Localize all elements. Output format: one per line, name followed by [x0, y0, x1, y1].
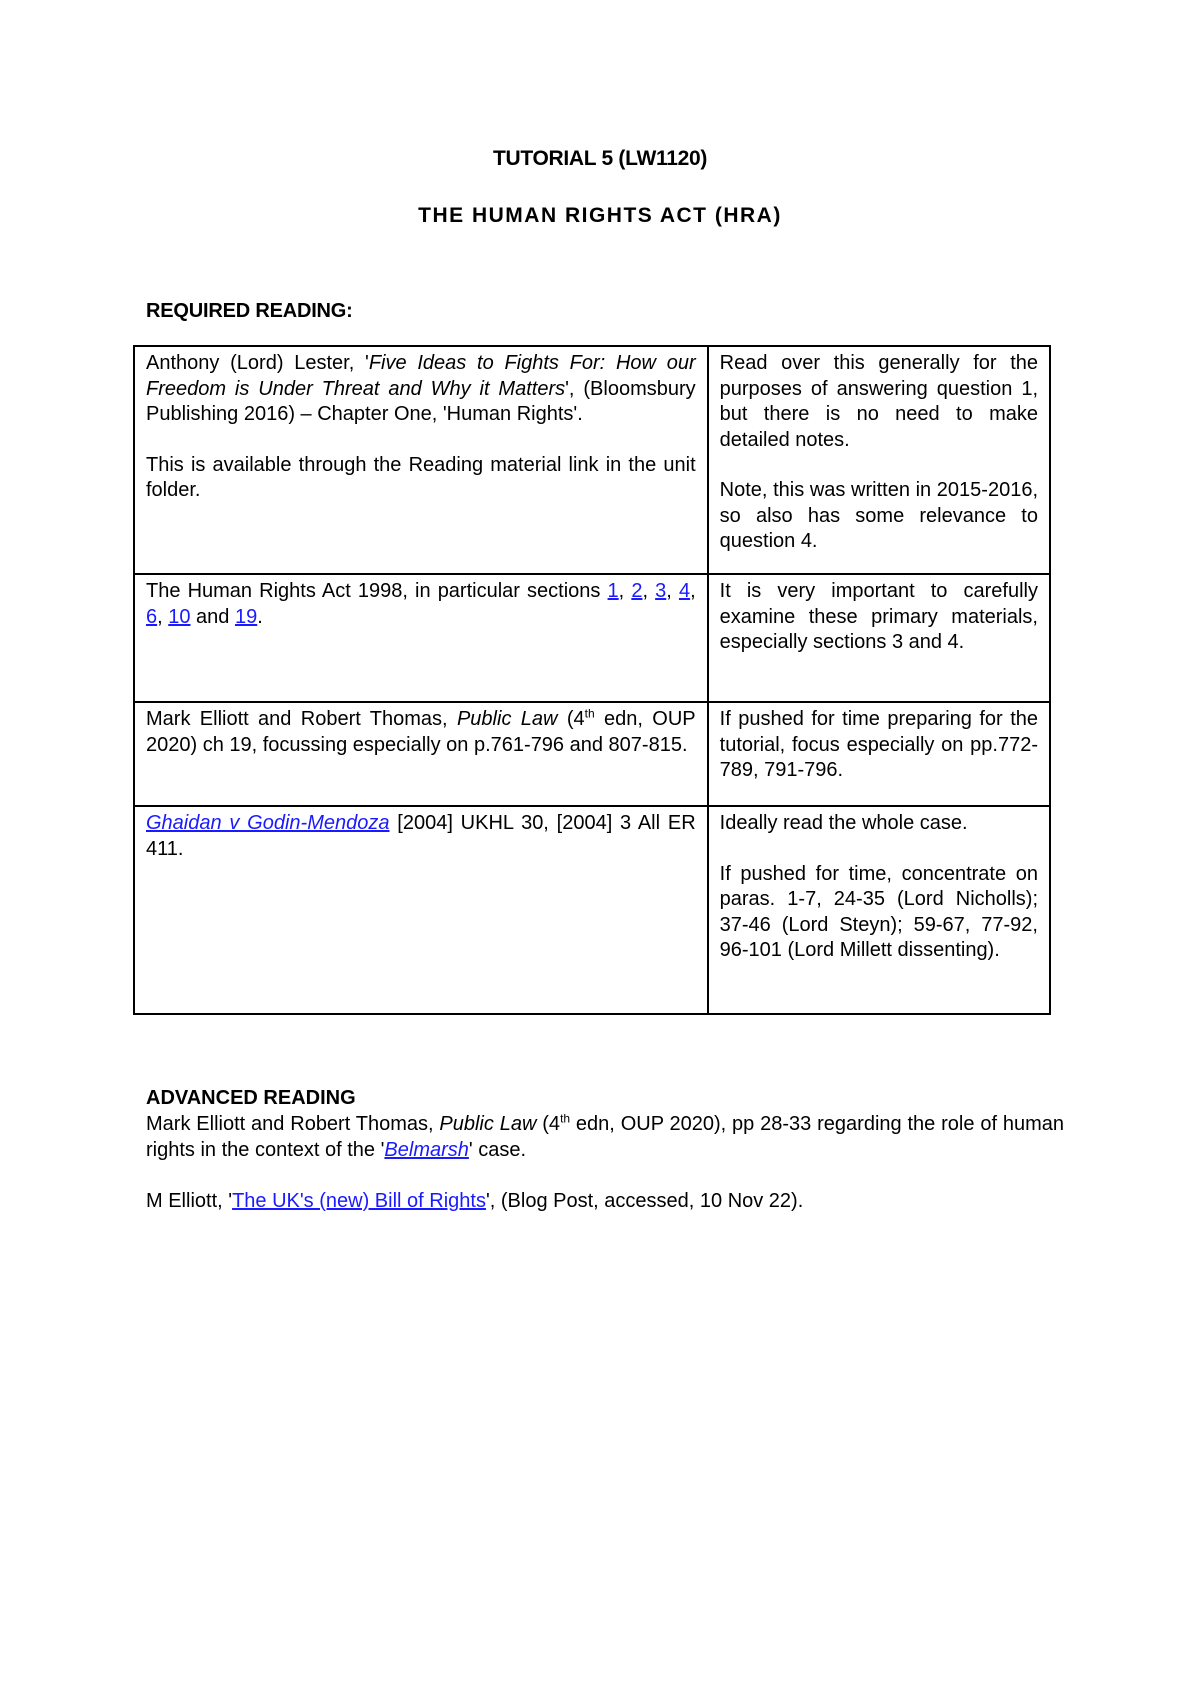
reading-guidance: Read over this generally for the purposes of answering question 1, but there is no need to make detailed notes.	[719, 352, 1038, 451]
section-3-link[interactable]: 3	[655, 580, 667, 602]
advanced-citation	[146, 1111, 1064, 1163]
required-reading-table	[133, 345, 1051, 1015]
table-cell	[134, 806, 708, 1014]
belmarsh-link[interactable]	[384, 1139, 468, 1161]
separator: .	[257, 605, 263, 628]
table-cell	[708, 346, 1050, 574]
document-title: TUTORIAL 5 (LW1120)	[492, 147, 708, 170]
case-link[interactable]	[146, 812, 390, 834]
separator: ,	[157, 605, 169, 628]
section-4-link[interactable]: 4	[678, 580, 691, 602]
table-cell	[134, 702, 708, 806]
section-6-link[interactable]: 6	[146, 605, 158, 628]
citation-text: Anthony (Lord) Lester, '	[146, 352, 369, 374]
reading-guidance: Note, this was written in 2015-2016, so also has some relevance to question 4.	[719, 479, 1038, 552]
advanced-reading-heading: ADVANCED READING	[146, 1087, 356, 1109]
table-cell	[708, 574, 1050, 702]
separator: ,	[618, 580, 632, 602]
book-title: Public Law	[456, 708, 558, 730]
book-title: Five Ideas to Fights For: How our Freedom is Under Threat and Why it Matters	[146, 352, 696, 400]
separator: ,	[666, 580, 679, 602]
citation-text: Mark Elliott and Robert Thomas,	[146, 708, 457, 730]
advanced-citation	[146, 1188, 1064, 1214]
table-cell	[708, 702, 1050, 806]
section-10-link[interactable]: 10	[168, 605, 191, 628]
section-19-link[interactable]: 19	[234, 605, 258, 628]
citation-text: (4	[536, 1113, 561, 1135]
section-1-link[interactable]: 1	[607, 580, 619, 602]
advanced-reading-section	[146, 1085, 1064, 1214]
table-row	[134, 346, 1050, 574]
citation-text: ', (Bloomsbury Publishing 2016) – Chapter One, 'Human Rights'.	[146, 377, 696, 425]
table-cell	[134, 346, 708, 574]
table-row	[134, 574, 1050, 702]
book-title: Public Law	[439, 1113, 537, 1135]
citation-text: [2004] UKHL 30, [2004] 3 All ER 411.	[146, 812, 696, 860]
citation-text: edn, OUP 2020) ch 19, focussing especially on p.761-796 and 807-815.	[146, 708, 696, 756]
reading-guidance: If pushed for time, concentrate on paras. 1-7, 24-35 (Lord Nicholls); 37-46 (Lord Steyn); 59-67, 77-92, 96-101 (Lord Millett dissenting).	[719, 862, 1038, 961]
table-row	[134, 702, 1050, 806]
case-name: Belmarsh	[384, 1139, 469, 1161]
citation-text: The Human Rights Act 1998, in particular sections	[146, 580, 608, 602]
citation-text: (4	[557, 708, 585, 730]
table-row	[134, 806, 1050, 1014]
ordinal-suffix: th	[560, 1111, 571, 1126]
citation-text: ', (Blog Post, accessed, 10 Nov 22).	[485, 1190, 804, 1212]
table-cell	[708, 806, 1050, 1014]
citation-text: ' case.	[468, 1139, 527, 1161]
reading-guidance: It is very important to carefully examine these primary materials, especially sections 3 and 4.	[719, 580, 1038, 653]
section-2-link[interactable]: 2	[631, 580, 643, 602]
reading-citation	[146, 351, 696, 428]
reading-guidance: Ideally read the whole case.	[719, 812, 968, 834]
reading-citation	[146, 811, 696, 862]
reading-citation	[146, 579, 696, 630]
citation-text: edn, OUP 2020), pp 28-33 regarding the role of human rights in the context of the '	[146, 1113, 1065, 1161]
ordinal-suffix: th	[584, 706, 595, 721]
separator: and	[190, 605, 235, 628]
document-subtitle: THE HUMAN RIGHTS ACT (HRA)	[418, 204, 782, 227]
separator: ,	[690, 580, 696, 602]
required-reading-heading: REQUIRED READING:	[146, 300, 353, 322]
citation-text: Mark Elliott and Robert Thomas,	[146, 1113, 440, 1135]
separator: ,	[642, 580, 656, 602]
citation-text: M Elliott, '	[146, 1190, 233, 1212]
reading-guidance: If pushed for time preparing for the tutorial, focus especially on pp.772-789, 791-796.	[719, 708, 1038, 781]
reading-citation	[146, 707, 696, 758]
reading-note: This is available through the Reading material link in the unit folder.	[146, 453, 696, 501]
blog-post-link[interactable]: The UK's (new) Bill of Rights	[232, 1190, 486, 1212]
case-name: Ghaidan v Godin-Mendoza	[146, 812, 390, 834]
table-cell	[134, 574, 708, 702]
